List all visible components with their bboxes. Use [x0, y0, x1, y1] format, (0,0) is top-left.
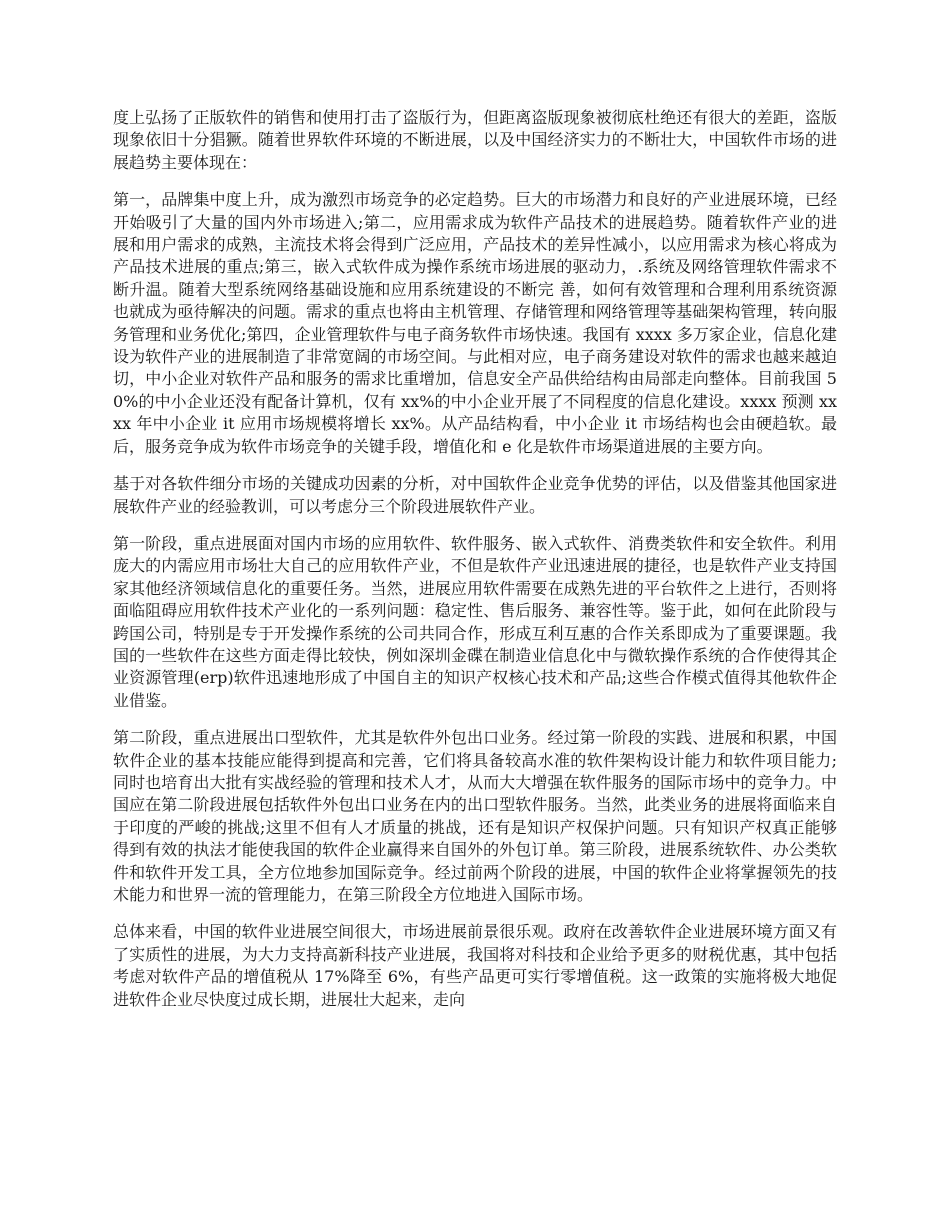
paragraph-conclusion: 总体来看，中国的软件业进展空间很大，市场进展前景很乐观。政府在改善软件企业进展环境方面又有了实质性的进展，为大力支持高新科技产业进展，我国将对科技和企业给予更多的财税优惠，其中包括考虑对软件产品的增值税从 17%降至 6%，有些产品更可实行零增值税。这一政策的实施将极大地促进软件企业尽快度过成长期，进展壮大起来，走向: [113, 922, 837, 1009]
paragraph-stage-one: 第一阶段，重点进展面对国内市场的应用软件、软件服务、嵌入式软件、消费类软件和安全软件。利用庞大的内需应用市场壮大自己的应用软件产业，不但是软件产业迅速进展的捷径，也是软件产业支持国家其他经济领域信息化的重要任务。当然，进展应用软件需要在成熟先进的平台软件之上进行，否则将面临阻碍应用软件技术产业化的一系列问题：稳定性、售后服务、兼容性等。鉴于此，如何在此阶段与跨国公司，特别是专于开发操作系统的公司共同合作，形成互利互惠的合作关系即成为了重要课题。我国的一些软件在这些方面走得比较快，例如深圳金碟在制造业信息化中与微软操作系统的合作使得其企业资源管理(erp)软件迅速地形成了中国自主的知识产权核心技术和产品;这些合作模式值得其他软件企业借鉴。: [113, 533, 837, 710]
document-page: [113, 107, 837, 1026]
paragraph-market-trends: 第一，品牌集中度上升，成为激烈市场竞争的必定趋势。巨大的市场潜力和良好的产业进展环境，已经开始吸引了大量的国内外市场进入;第二，应用需求成为软件产品技术的进展趋势。随着软件产业的进展和用户需求的成熟，主流技术将会得到广泛应用，产品技术的差异性减小，以应用需求为核心将成为产品技术进展的重点;第三，嵌入式软件成为操作系统市场进展的驱动力，.系统及网络管理软件需求不断升温。随着大型系统网络基础设施和应用系统建设的不断完 善，如何有效管理和合理利用系统资源也就成为亟待解决的问题。需求的重点也将由主机管理、存储管理和网络管理等基础架构管理，转向服务管理和业务优化;第四，企业管理软件与电子商务软件市场快速。我国有 xxxx 多万家企业，信息化建设为软件产业的进展制造了非常宽阔的市场空间。与此相对应，电子商务建设对软件的需求也越来越迫切，中小企业对软件产品和服务的需求比重增加，信息安全产品供给结构由局部走向整体。目前我国 50%的中小企业还没有配备计算机，仅有 xx%的中小企业开展了不同程度的信息化建设。xxxx 预测 xxxx 年中小企业 it 应用市场规模将增长 xx%。从产品结构看，中小企业 it 市场结构也会由硬趋软。最后，服务竞争成为软件市场竞争的关键手段，增值化和 e 化是软件市场渠道进展的主要方向。: [113, 190, 837, 456]
paragraph-three-stages-overview: 基于对各软件细分市场的关键成功因素的分析，对中国软件企业竞争优势的评估，以及借鉴其他国家进展软件产业的经验教训，可以考虑分三个阶段进展软件产业。: [113, 474, 837, 516]
paragraph-stage-two-three: 第二阶段，重点进展出口型软件，尤其是软件外包出口业务。经过第一阶段的实践、进展和积累，中国软件企业的基本技能应能得到提高和完善，它们将具备较高水准的软件架构设计能力和软件项目能力;同时也培育出大批有实战经验的管理和技术人才，从而大大增强在软件服务的国际市场中的竞争力。中国应在第二阶段进展包括软件外包出口业务在内的出口型软件服务。当然，此类业务的进展将面临来自于印度的严峻的挑战;这里不但有人才质量的挑战，还有是知识产权保护问题。只有知识产权真正能够得到有效的执法才能使我国的软件企业赢得来自国外的外包订单。第三阶段，进展系统软件、办公类软件和软件开发工具，全方位地参加国际竞争。经过前两个阶段的进展，中国的软件企业将掌握领先的技术能力和世界一流的管理能力，在第三阶段全方位地进入国际市场。: [113, 728, 837, 904]
paragraph-intro: 度上弘扬了正版软件的销售和使用打击了盗版行为，但距离盗版现象被彻底杜绝还有很大的差距，盗版现象依旧十分猖獗。随着世界软件环境的不断进展，以及中国经济实力的不断壮大，中国软件市场的进展趋势主要体现在：: [113, 108, 837, 172]
